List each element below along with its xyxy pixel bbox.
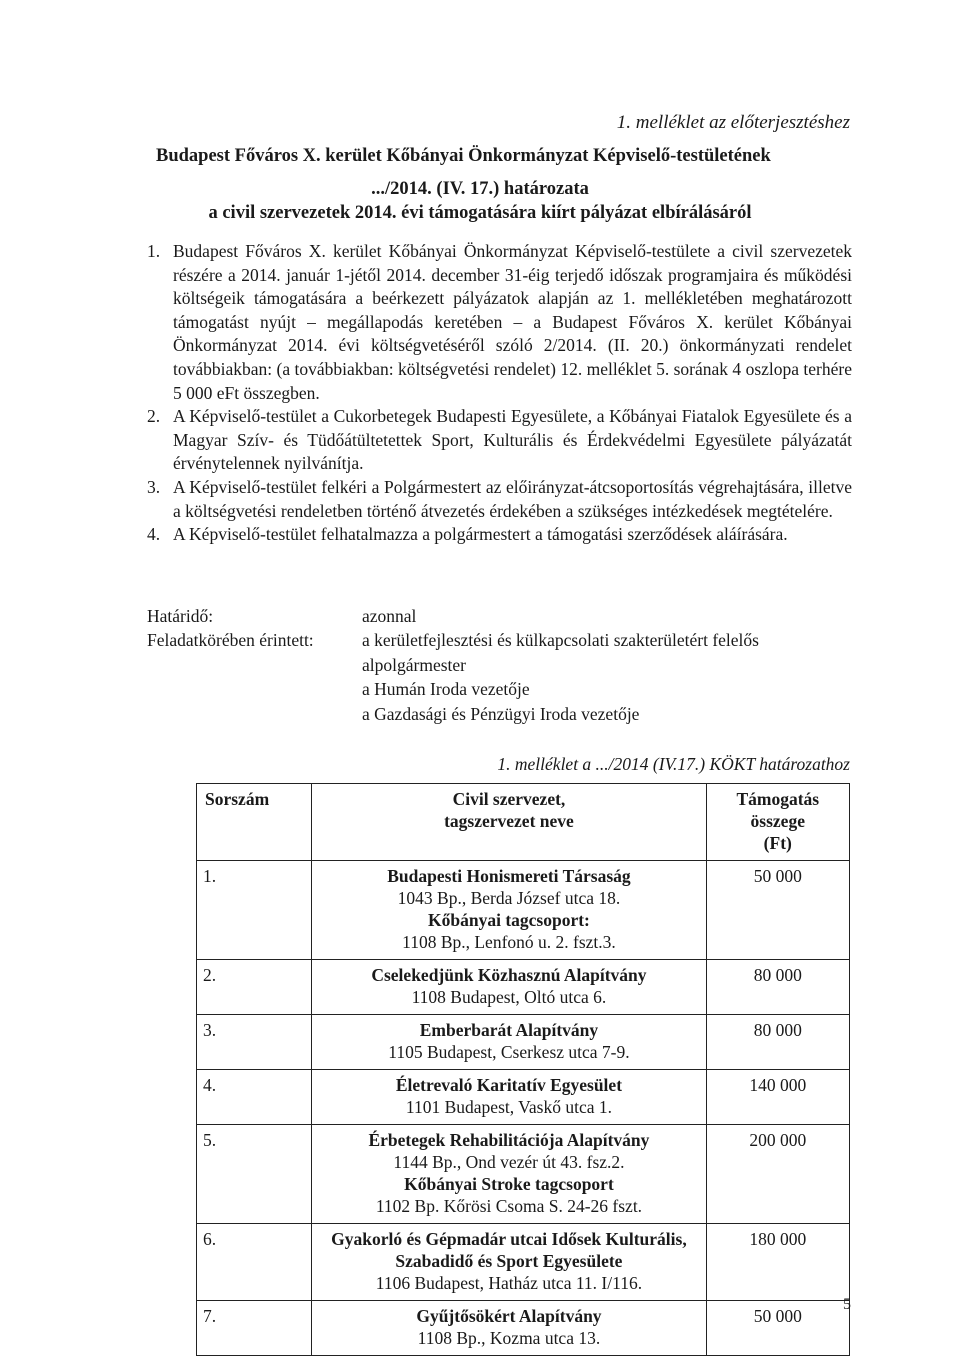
org-address: 1144 Bp., Ond vezér út 43. fsz.2. [393, 1152, 625, 1172]
responsible-item: a kerületfejlesztési és külkapcsolati szakterületért felelős alpolgármester [362, 630, 759, 675]
point-text: A Képviselő-testület felkéri a Polgármestert az előirányzat-átcsoportosítás végrehajtására, illetve a költségvetési rendeletben történő átvezetés érdekében a szükséges intézkedések megtételére. [173, 476, 852, 521]
sub-org-address: 1102 Bp. Kőrösi Csoma S. 24-26 fszt. [375, 1196, 643, 1216]
point-number: 2. [147, 406, 161, 427]
table-row [197, 960, 850, 1015]
resolution-point [147, 523, 852, 547]
row-amount: 80 000 [706, 960, 849, 1015]
table-row [197, 1125, 850, 1224]
org-name: Életrevaló Karitatív Egyesület [395, 1075, 623, 1095]
deadline-row [147, 604, 852, 628]
resolution-point [147, 240, 852, 405]
resolution-body: Budapest Főváros X. kerület Kőbányai Önkormányzat Képviselő-testületének [156, 146, 771, 166]
row-organization [312, 960, 706, 1015]
page-number: 5 [843, 1296, 851, 1313]
row-organization [312, 1301, 706, 1356]
header-amount [706, 784, 849, 861]
resolution-heading [0, 177, 960, 225]
table-caption: 1. melléklet a .../2014 (IV.17.) KÖKT határozathoz [497, 754, 850, 774]
header-amount-line1: Támogatás [736, 789, 820, 809]
row-organization [312, 861, 706, 960]
row-amount: 200 000 [706, 1125, 849, 1224]
org-address: 1105 Budapest, Cserkesz utca 7-9. [388, 1042, 630, 1062]
org-name: Emberbarát Alapítvány [419, 1020, 599, 1040]
sub-org-name: Kőbányai tagcsoport: [428, 910, 590, 930]
row-amount: 180 000 [706, 1224, 849, 1301]
row-number: 7. [197, 1301, 312, 1356]
resolution-number: .../2014. (IV. 17.) határozata [371, 179, 589, 199]
point-text: A Képviselő-testület felhatalmazza a polgármestert a támogatási szerződések aláírására. [173, 524, 788, 545]
responsible-label: Feladatkörében érintett: [147, 630, 314, 651]
row-amount: 50 000 [706, 1301, 849, 1356]
row-number: 2. [197, 960, 312, 1015]
responsible-item: a Humán Iroda vezetője [362, 679, 530, 700]
org-address: 1108 Budapest, Oltó utca 6. [411, 987, 607, 1007]
org-name: Érbetegek Rehabilitációja Alapítvány [368, 1130, 650, 1150]
deadline-label: Határidő: [147, 606, 214, 626]
org-name: Gyűjtősökért Alapítvány [416, 1306, 602, 1326]
row-organization [312, 1224, 706, 1301]
table-row [197, 1224, 850, 1301]
row-number: 4. [197, 1070, 312, 1125]
row-number: 6. [197, 1224, 312, 1301]
header-name [312, 784, 706, 861]
annex-label: 1. melléklet az előterjesztéshez [616, 112, 850, 133]
header-number: Sorszám [197, 784, 312, 861]
resolution-point [147, 405, 852, 476]
deadline-value: azonnal [362, 606, 417, 626]
row-organization [312, 1070, 706, 1125]
point-number: 3. [147, 476, 161, 497]
header-name-line2: tagszervezet neve [444, 811, 574, 831]
org-address: 1043 Bp., Berda József utca 18. [397, 888, 621, 908]
responsible-item: a Gazdasági és Pénzügyi Iroda vezetője [362, 703, 640, 724]
point-number: 1. [147, 241, 161, 261]
table-row [197, 1070, 850, 1125]
row-amount: 50 000 [706, 861, 849, 960]
row-amount: 140 000 [706, 1070, 849, 1125]
resolution-subject: a civil szervezetek 2014. évi támogatására kiírt pályázat elbírálásáról [208, 203, 752, 223]
table-row [197, 1301, 850, 1356]
header-amount-line3: (Ft) [763, 833, 792, 853]
row-amount: 80 000 [706, 1015, 849, 1070]
org-address: 1106 Budapest, Hatház utca 11. I/116. [375, 1273, 643, 1293]
table-row [197, 861, 850, 960]
point-text: Budapest Főváros X. kerület Kőbányai Önkormányzat Képviselő-testülete a civil szervezetek részére a 2014. január 1-jétől 2014. december 31-éig terjedő időszak programjaira és működési költségeik támogatására a beérkezett pályázatok alapján az 1. mellékletében meghatározott támogatást nyújt – megállapodás keretében – a Budapest Főváros X. kerület Kőbányai Önkormányzat 2014. évi költségvetéséről szóló 2/2014. (II. 20.) önkormányzati rendelet továbbiakban: (a továbbiakban: költségvetési rendelet) 12. melléklet 5. sorának 4 oszlopa terhére 5 000 eFt összegben. [173, 241, 852, 403]
point-number: 4. [147, 524, 161, 545]
table-header-row [197, 784, 850, 861]
deadline-and-responsibles [147, 604, 852, 726]
row-number: 5. [197, 1125, 312, 1224]
org-name: Budapesti Honismereti Társaság [387, 866, 631, 886]
grants-table [196, 783, 850, 1356]
org-address: 1108 Bp., Kozma utca 13. [417, 1328, 601, 1348]
row-organization [312, 1125, 706, 1224]
org-name: Gyakorló és Gépmadár utcai Idősek Kulturális, Szabadidő és Sport Egyesülete [331, 1229, 687, 1271]
sub-org-name: Kőbányai Stroke tagcsoport [404, 1174, 614, 1194]
org-name: Cselekedjünk Közhasznú Alapítvány [371, 965, 647, 985]
row-number: 1. [197, 861, 312, 960]
row-number: 3. [197, 1015, 312, 1070]
responsible-row [147, 628, 852, 726]
sub-org-address: 1108 Bp., Lenfonó u. 2. fszt.3. [402, 932, 616, 952]
responsible-list [362, 628, 852, 726]
row-organization [312, 1015, 706, 1070]
table-row [197, 1015, 850, 1070]
org-address: 1101 Budapest, Vaskő utca 1. [405, 1097, 612, 1117]
resolution-point [147, 476, 852, 523]
header-name-line1: Civil szervezet, [452, 789, 566, 809]
point-text: A Képviselő-testület a Cukorbetegek Budapesti Egyesülete, a Kőbányai Fiatalok Egyesülete és a Magyar Szív- és Tüdőátültetettek Sport, Kulturális és Érdekvédelmi Egyesülete pályázatát érvénytelennek nyilvánítja. [173, 406, 852, 474]
resolution-points [147, 240, 852, 547]
header-amount-line2: összege [750, 811, 805, 831]
